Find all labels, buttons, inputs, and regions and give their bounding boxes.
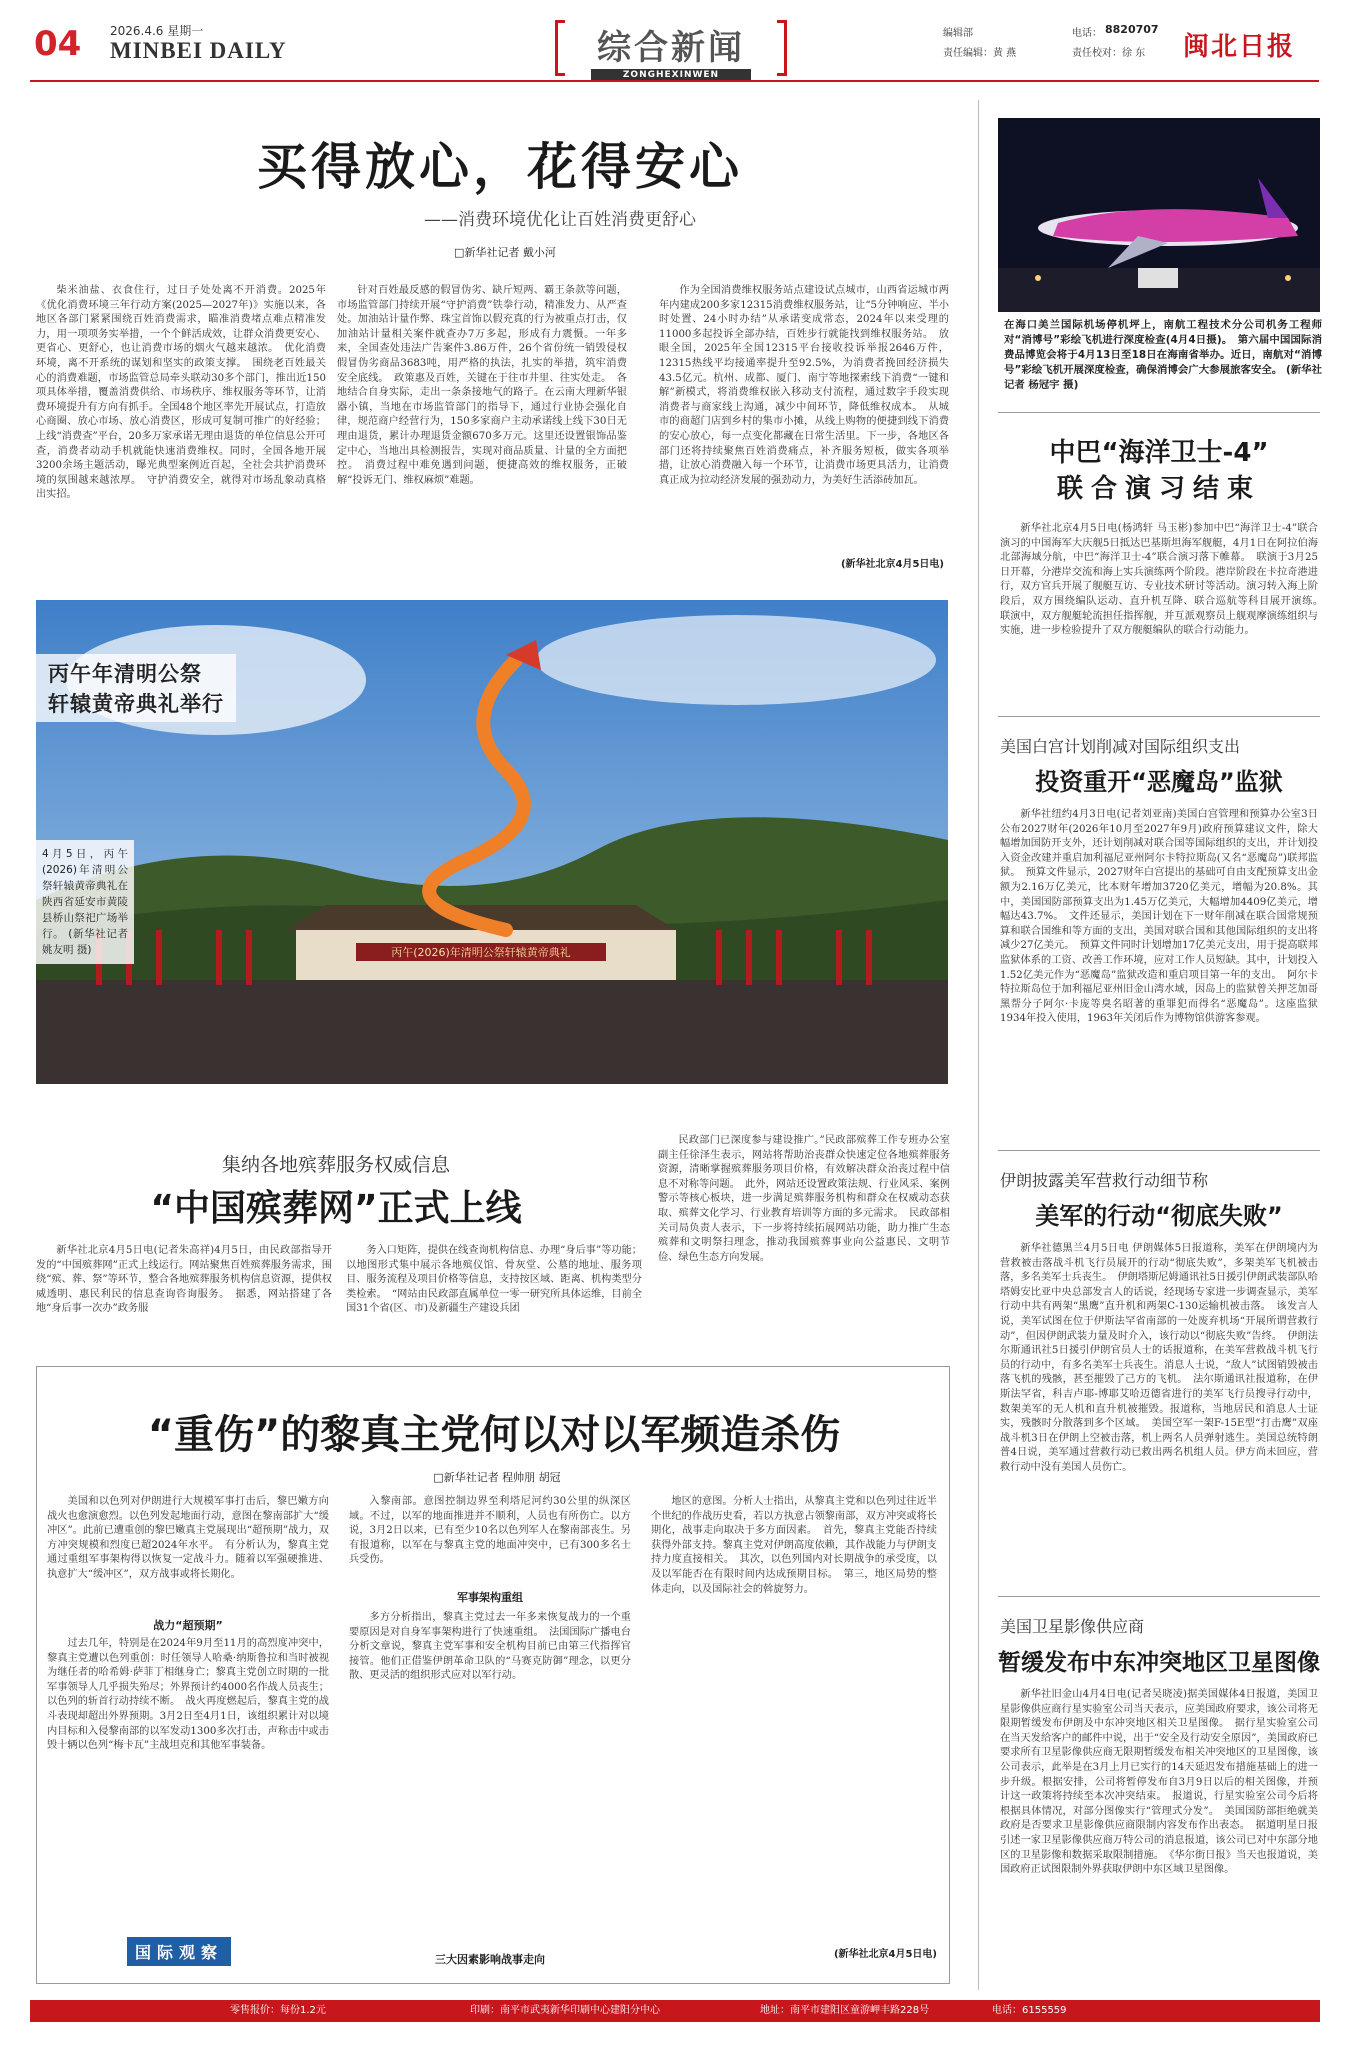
analysis-col-3 [651, 1495, 937, 1965]
subhead-three-factors: 三大因素影响战事走向 [435, 1953, 545, 1966]
qingming-caption [36, 840, 134, 964]
qingming-caption-text: 4月5日，丙午(2026)年清明公祭轩辕黄帝典礼在陕西省延安市黄陵县桥山祭祀广场举行。 [42, 848, 128, 940]
lead-headline: 买得放心，花得安心 [257, 138, 743, 196]
satellite-headline: 暂缓发布中东冲突地区卫星图像 [998, 1650, 1320, 1676]
analysis-box [36, 1366, 950, 1984]
analysis-col-2 [349, 1495, 631, 1965]
analysis-col-3-text: 地区的意图。分析人士指出，从黎真主党和以色列过往近半个世纪的作战历史看，若以方执意占领黎南部，双方冲突或将长期化，战事走向取决于多方面因素。 首先，黎真主党能否持续获得外部支持。黎真主党对伊朗高度依赖，其作战能力与伊朗支持力度直接相关。 其次，以色列国内对长期战争的承受度，以及以军能否在有限时间内达成预期目标。 第三，地区局势的整体走向，以及国际社会的斡旋努力。 [651, 1496, 937, 1595]
analysis-col-2-text-b: 多方分析指出，黎真主党过去一年多来恢复战力的一个重要原因是对自身军事架构进行了快速重组。 法国国际广播电台分析文章说，黎真主党军事和安全机构目前已由第三代指挥官接管。他们正借鉴伊朗革命卫队的“马赛克防御”理念，以更分散、更灵活的组织形式应对以军行动。 [349, 1612, 631, 1682]
qingming-title-line-2: 轩辕黄帝典礼举行 [48, 692, 224, 716]
alcatraz-headline: 投资重开“恶魔岛”监狱 [1035, 768, 1283, 796]
editorial-dept: 编辑部 [943, 28, 973, 39]
lead-column-3: 作为全国消费维权服务站点建设试点城市，山西省运城市两年内建成200多家12315消费维权服务站，让“5分钟响应、半小时处置、24小时办结”从承诺变成常态，2024年以来受理的11000多起投诉全部办结，百姓步行就能找到维权服务站。 放眼全国，2025年全国12315平台接收投诉举报2646万件，12315热线平均接通率提升至92.5%，为消费者挽回经济损失43.5亿元。杭州、成都、厦门、南宁等地探索线下消费“一键和解”新模式，将消费维权嵌入移动支付流程，通过数字手段实现消费者与商家线上沟通，减少中间环节，降低维权成本。 从城市的商超门店到乡村的集市小摊，从线上购物的便捷到线下消费的安心放心，每一点变化都藏在日常生活里。下一步，各地区各部门还将持续聚焦百姓消费痛点，补齐服务短板，做实各项举措，让放心消费融入每一个环节，让消费市场更具活力，让消费真正成为拉动经济发展的强劲动力，为美好生活添砖加瓦。 [659, 285, 949, 486]
analysis-signoff: (新华社北京4月5日电) [833, 1949, 937, 1960]
qingming-photo [36, 600, 948, 1084]
page-number: 04 [34, 24, 82, 64]
sidebar-divider-2 [998, 716, 1320, 717]
exercise-headline-line-1: 中巴“海洋卫士-4” [1049, 438, 1269, 468]
top-rule [30, 80, 1319, 82]
lead-column-2: 针对百姓最反感的假冒伪劣、缺斤短两、霸王条款等问题，市场监管部门持续开展“守护消费”铁拳行动，精准发力、从严查处。加油站计量作弊、珠宝首饰以假充真的行为被重点打击，仅加油站计量相关案件就查办7万多起，形成有力震慑。一年多来，全国查处违法广告案件3.86万件，26个省份统一销毁侵权假冒伪劣商品3683吨，用严格的执法，扎实的举措，筑牢消费安全底线。 政策惠及百姓，关键在于往市井里、往实处走。 各地结合自身实际，走出一条条接地气的路子。在云南大理新华银器小镇，当地在市场监管部门的指导下，通过行业协会强化自律，规范商户经营行为，150多家商户主动承诺线上线下30日无理由退货，累计办理退货金额670多万元。这里还设置银饰品鉴定中心，当地出具检测报告，实现对商品质量、计量的全方面把控。 消费过程中难免遇到问题，便捷高效的维权服务，正破解“投诉无门、维权麻烦”难题。 [337, 285, 627, 486]
ceremony-banner: 丙午(2026)年清明公祭轩辕黄帝典礼 [391, 946, 571, 959]
lead-column-1: 柴米油盐、衣食住行，过日子处处离不开消费。2025年《优化消费环境三年行动方案(2025—2027年)》实施以来，各地区各部门紧紧围绕百姓消费需求，瞄准消费堵点难点精准发力，用一项项务实举措，一个个鲜活成效，让群众消费更安心、更省心、更舒心，也让消费市场的烟火气越来越浓。 优化消费环境，离不开系统的谋划和坚实的政策支撑。 围绕老百姓最关心的消费难题，市场监管总局牵头联动30多个部门，推出近150项具体举措，覆盖消费供给、市场秩序、维权服务等环节，让消费环境提升有方向有抓手。全国48个地区率先开展试点，打造放心商圈、放心市场、放心消费区，形成可复制可推广的好经验；上线“消费查”平台，20多万家承诺无理由退货的单位信息公开可查，消费者动动手机就能快速消费维权。同时，全国各地开展3200余场主题活动，曝光典型案例近百起，全社会共护消费环境的氛围越来越浓厚。 守护消费安全，就得对市场乱象动真格出实招。 [36, 285, 326, 501]
analysis-col-2-text: 入黎南部。意图控制边界至利塔尼河约30公里的纵深区域。不过，以军的地面推进并不顺利，人员也有所伤亡。以方说，3月2日以来，已有至少10名以色列军人在黎南部丧生。另有报道称，以军在与黎真主党的地面冲突中，已有300多名士兵受伤。 [349, 1496, 631, 1566]
footer-printer: 印刷：南平市武夷新华印刷中心建阳分中心 [470, 2005, 660, 2016]
issue-date: 2026.4.6 星期一 [110, 24, 204, 38]
footer-price: 零售报价：每份1.2元 [230, 2005, 326, 2016]
rescue-body: 新华社德黑兰4月5日电 伊朗媒体5日报道称，美军在伊朗境内为营救被击落战斗机飞行员展开的行动“彻底失败”，多架美军飞机被击落，多名美军士兵丧生。 伊朗塔斯尼姆通讯社5日援引伊朗武装部队哈塔姆安比亚中央总部发言人的话说，经现场专家进一步调查显示，美军行动中共有两架“黑鹰”直升机和两架C-130运输机被击落。 该发言人说，美军试图在位于伊斯法罕省南部的一处废弃机场“开展所谓营救行动”，但因伊朗武装力量及时介入，该行动以“彻底失败”告终。 伊朗法尔斯通讯社5日援引伊朗官员人士的话报道称，在美军营救战斗机飞行员的行动中，有多名美军士兵丧生。消息人士说，“敌人”试图销毁被击落飞机的残骸，甚至摧毁了己方的飞机。 法尔斯通讯社报道称，在伊斯法罕省，科吉卢耶-博耶艾哈迈德省进行的美军飞行员搜寻行动中，数架美军的无人机和直升机被摧毁。报道称，当地居民和消息人士证实，残骸时分散落到多个区域。 美国空军一架F-15E型“打击鹰”双座战斗机3日在伊朗上空被击落，机上两名人员弹射逃生。美国总统特朗普4日说，美军通过营救行动已救出两名机组人员。伊方尚未回应，营救行动中没有美国人员伤亡。 [1000, 1243, 1318, 1473]
analysis-col-1 [47, 1495, 329, 1935]
airplane-caption [1004, 318, 1322, 393]
airplane-photo [998, 118, 1320, 312]
qingming-title-box [36, 654, 236, 722]
subhead-restructure: 军事架构重组 [457, 1591, 523, 1604]
column-divider [978, 100, 979, 1990]
section-english: ZONGHEXINWEN [591, 69, 751, 81]
section-header [555, 14, 787, 80]
rescue-headline: 美军的行动“彻底失败” [1035, 1202, 1283, 1230]
sidebar-divider-3 [998, 1150, 1320, 1151]
section-tag: 国际观察 [127, 1937, 231, 1966]
funeral-column-3: 民政部门已深度参与建设推广。”民政部殡葬工作专班办公室副主任徐泽生表示，网站将帮助治丧群众快速定位各地殡葬服务资源，清晰掌握殡葬服务项目价格，有效解决群众治丧过程中信息不对称等问题。 此外，网站还设置政策法规、行业风采、案例警示等核心板块，进一步满足殡葬服务机构和群众在权威动态获取、殡葬文化学习、行业教育培训等方面的多元需求。 民政部相关司局负责人表示，下一步将持续拓展网站功能，助力推广生态殡葬和文明祭扫理念，推动我国殡葬事业向公益惠民、文明节俭、绿色生态方向发展。 [658, 1135, 950, 1263]
exercise-headline-line-2: 联合演习结束 [1056, 474, 1261, 504]
proofreader: 责任校对：徐 东 [1072, 48, 1146, 59]
subhead-combat-power: 战力“超预期” [153, 1619, 223, 1632]
newspaper-logo: 闽北日报 [1183, 32, 1296, 62]
lead-signoff: (新华社北京4月5日电) [840, 559, 944, 570]
alcatraz-body: 新华社纽约4月3日电(记者刘亚南)美国白宫管理和预算办公室3日公布2027财年(2026年10月至2027年9月)政府预算建议文件，除大幅增加国防开支外，还计划削减对联合国等国际组织的支出，并计划投入资金改建并重启加利福尼亚州阿尔卡特拉斯岛(又名“恶魔岛”)联邦监狱。 预算文件显示，2027财年白宫提出的基础可自由支配预算支出金额为2.16万亿美元，比本财年增加3720亿美元，增幅为20.8%。其中，美国国防部预算支出为1.45万亿美元，大幅增加4409亿美元，增幅达43.7%。 文件还显示，美国计划在下一财年削减在联合国常规预算和联合国维和等方面的支出，美国对联合国和其他国际组织的支出将减少27亿美元。 预算文件同时计划增加17亿美元支出，用于提高联邦监狱体系的工资、改善工作环境，应对工作人员短缺。其中，计划投入1.52亿美元作为“恶魔岛”监狱改造和重启项目第一年的支出。 阿尔卡特拉斯岛位于加利福尼亚州旧金山湾水域，因岛上的监狱曾关押芝加哥黑帮分子阿尔·卡庞等臭名昭著的重罪犯而得名“恶魔岛”。这座监狱1934年投入使用，1963年关闭后作为博物馆供游客参观。 [1000, 809, 1318, 1025]
section-title: 综合新闻 [597, 28, 745, 68]
footer-phone: 电话：6155559 [992, 2005, 1067, 2016]
footer-address: 地址：南平市建阳区童游岬丰路228号 [760, 2005, 930, 2016]
qingming-title-line-1: 丙午年清明公祭 [48, 662, 202, 686]
satellite-kicker: 美国卫星影像供应商 [1000, 1617, 1145, 1636]
sidebar-divider-1 [998, 412, 1320, 413]
funeral-column-1: 新华社北京4月5日电(记者朱高祥)4月5日，由民政部指导开发的“中国殡葬网”正式上线运行。网站聚焦百姓殡葬服务需求，围绕“殡、葬、祭”等环节，整合各地殡葬服务机构信息资源，提供权威透明、惠民利民的信息查询咨询服务。 据悉，网站搭建了各地“身后事一次办”政务服 [36, 1245, 332, 1315]
qingming-credit: (新华社记者 姚友明 摄) [42, 928, 128, 956]
satellite-body: 新华社旧金山4月4日电(记者吴晓凌)据美国媒体4日报道，美国卫星影像供应商行星实验室公司当天表示，应美国政府要求，该公司将无限期暂缓发布伊朗及中东冲突地区相关卫星图像。 据行星实验室公司在当天发给客户的邮件中说，出于“安全及行动安全原因”，美国政府已要求所有卫星影像供应商无限期暂缓发布相关冲突地区的卫星图像，该公司表示，此举是在3月上月已实行的14天延迟发布措施基础上的进一步升级。根据安排，公司将暂停发布自3月9日以后的相关图像，并预计这一政策将持续至本次冲突结束。 报道说，行星实验室公司今后将根据具体情况，对部分图像实行“管理式分发”。 美国国防部拒绝就美政府是否要求卫星影像供应商限制内容发布作出表态。 据道明星日报引述一家卫星影像供应商万特公司的消息报道，该公司已对中东部分地区的卫星影像和数据采取限制措施。 《华尔街日报》当天也报道说，美国政府正试图限制外界获取伊朗中东区域卫星图像。 [1000, 1689, 1318, 1876]
exercise-body: 新华社北京4月5日电(杨鸿轩 马玉彬)参加中巴“海洋卫士-4”联合演习的中国海军大庆舰5日抵达巴基斯坦海军舰艇，4月1日在阿拉伯海北部海域分航，中巴“海洋卫士-4”联合演习落下帷幕。 联演于3月25日开幕，分港岸交流和海上实兵演练两个阶段。港岸阶段在卡拉奇港进行，双方官兵开展了舰艇互访、专业技术研讨等活动。演习转入海上阶段后，双方围绕编队运动、直升机互降、联合巡航等科目展开演练。 联演中，双方舰艇轮流担任指挥舰，并互派观察员上舰观摩演练组织与实施，进一步检验提升了双方舰艇编队的联合行动能力。 [1000, 523, 1329, 637]
analysis-col-1-text-b: 过去几年，特别是在2024年9月至11月的高烈度冲突中，黎真主党遭以色列重创：时任领导人哈桑·纳斯鲁拉和当时被视为继任者的哈希姆·萨菲丁相继身亡；黎真主党创立时期的一批军事领导人几乎损失殆尽；外界预计约4000名作战人员丧生；以色列的斩首行动持续不断。 战火再度燃起后，黎真主党的战斗表现却超出外界预期。3月2日至4月1日，该组织累计对以境内目标和入侵黎南部的以军发动1300多次打击，声称击中或击毁十辆以色列“梅卡瓦”主战坦克和其他军事装备。 [47, 1638, 329, 1752]
masthead [0, 0, 1349, 80]
analysis-col-1-text: 美国和以色列对伊朗进行大规模军事打击后，黎巴嫩方向战火也愈演愈烈。以色列发起地面行动，意图在黎南部扩大“缓冲区”。此前已遭重创的黎巴嫩真主党展现出“超预期”战力，双方冲突规模和烈度已超2024年水平。 有分析认为，黎真主党通过重组军事架构得以恢复一定战斗力。随着以军强硬推进、执意扩大“缓冲区”，双方战事或将长期化。 [47, 1496, 329, 1580]
rescue-kicker: 伊朗披露美军营救行动细节称 [1000, 1171, 1209, 1190]
lead-byline: □新华社记者 戴小河 [454, 246, 556, 259]
phone-number: 8820707 [1105, 23, 1159, 36]
footer-bar [30, 2000, 1320, 2022]
responsible-editor: 责任编辑：黄 燕 [943, 48, 1017, 59]
phone-label: 电话： [1072, 28, 1102, 39]
funeral-column-2: 务入口矩阵，提供在线查询机构信息、办理“身后事”等功能；以地图形式集中展示各地殡仪馆、骨灰堂、公墓的地址、服务项目、服务流程及项目价格等信息，支持按区域、距离、机构类型分类检索。 “网站由民政部直属单位一零一研究所具体运维，目前全国31个省(区、市)及新疆生产建设兵团 [346, 1245, 642, 1315]
lead-subtitle: ——消费环境优化让百姓消费更舒心 [424, 210, 696, 230]
bracket-left-icon [555, 20, 565, 76]
airplane-caption-text: 在海口美兰国际机场停机坪上，南航工程技术分公司机务工程师对“消博号”彩绘飞机进行深度检查(4月4日摄)。 第六届中国国际消费品博览会将于4月13日至18日在海南省举办。近日，南航对“消博号”彩绘飞机开展深度检查，确保消博会广大参展旅客安全。 [1004, 319, 1322, 376]
sidebar-divider-4 [998, 1596, 1320, 1597]
alcatraz-kicker: 美国白宫计划削减对国际组织支出 [1000, 737, 1241, 756]
airplane-credit: (新华社记者 杨冠宇 摄) [1004, 364, 1323, 391]
funeral-headline: “中国殡葬网”正式上线 [150, 1188, 522, 1229]
funeral-kicker: 集纳各地殡葬服务权威信息 [221, 1154, 450, 1176]
bracket-right-icon [777, 20, 787, 76]
analysis-headline: “重伤”的黎真主党何以对以军频造杀伤 [147, 1412, 841, 1458]
analysis-byline: □新华社记者 程帅朋 胡冠 [433, 1471, 561, 1484]
paper-english-name: MINBEI DAILY [110, 38, 287, 63]
